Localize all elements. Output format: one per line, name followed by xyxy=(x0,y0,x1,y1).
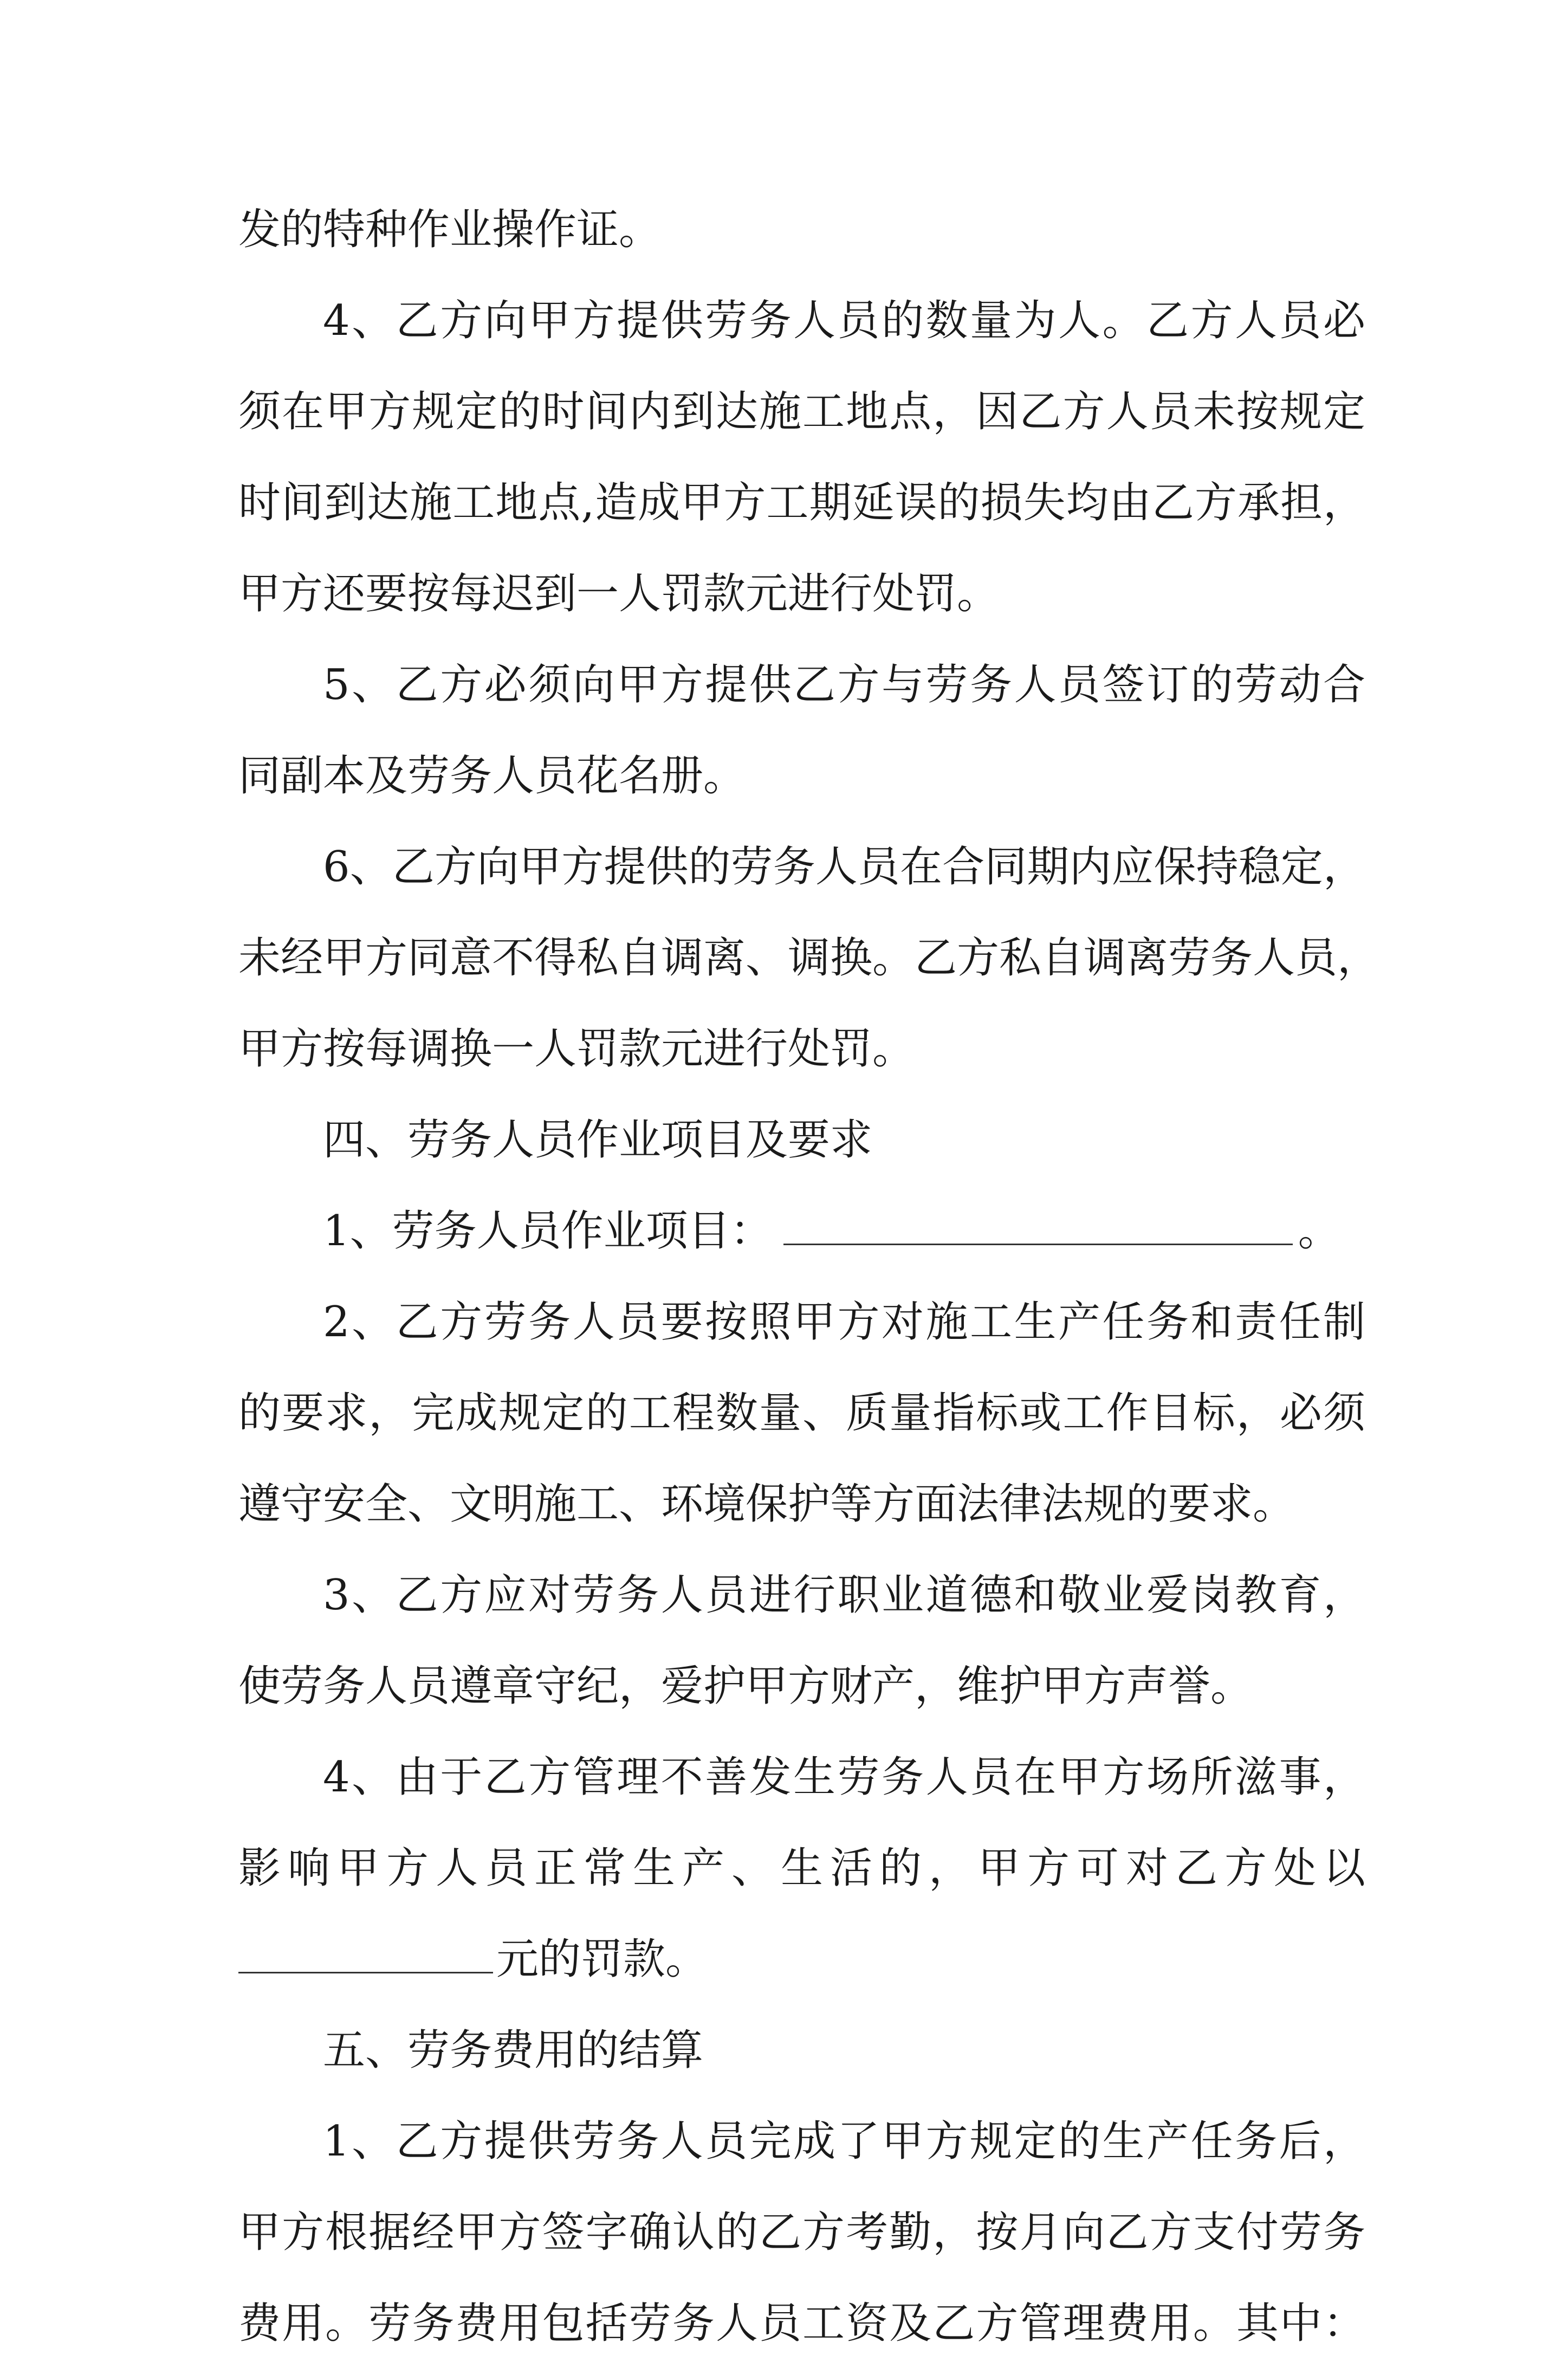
paragraph-line: 遵守安全、文明施工、环境保护等方面法律法规的要求。 xyxy=(238,1480,1295,1529)
paragraph-line: 6、乙方向甲方提供的劳务人员在合同期内应保持稳定， xyxy=(323,843,1365,891)
paragraph-line: 费用。劳务费用包括劳务人员工资及乙方管理费用。其中： xyxy=(238,2299,1365,2348)
paragraph-line: 1、乙方提供劳务人员完成了甲方规定的生产任务后， xyxy=(323,2117,1365,2166)
section-heading: 五、劳务费用的结算 xyxy=(323,2026,704,2075)
paragraph-line: 的要求，完成规定的工程数量、质量指标或工作目标，必须 xyxy=(238,1389,1365,1438)
paragraph-line: 发的特种作业操作证。 xyxy=(238,205,662,254)
fill-in-blank xyxy=(238,1936,493,1973)
paragraph-line: 时间到达施工地点,造成甲方工期延误的损失均由乙方承担， xyxy=(238,478,1365,527)
paragraph-line: 甲方按每调换一人罚款元进行处罚。 xyxy=(238,1025,915,1073)
paragraph-line: 5、乙方必须向甲方提供乙方与劳务人员签订的劳动合 xyxy=(323,661,1365,709)
paragraph-line: 4、乙方向甲方提供劳务人员的数量为人。乙方人员必 xyxy=(323,296,1365,345)
fill-in-blank xyxy=(783,1208,1293,1245)
paragraph-line: 甲方根据经甲方签字确认的乙方考勤，按月向乙方支付劳务 xyxy=(238,2208,1365,2257)
paragraph-line: 须在甲方规定的时间内到达施工地点，因乙方人员未按规定 xyxy=(238,387,1365,436)
paragraph-line: 使劳务人员遵章守纪，爱护甲方财产，维护甲方声誉。 xyxy=(238,1662,1253,1711)
end-punctuation: 。 xyxy=(1298,1207,1340,1255)
paragraph-line: 3、乙方应对劳务人员进行职业道德和敬业爱岗教育， xyxy=(323,1571,1365,1620)
document-body xyxy=(238,184,1380,2369)
section-heading: 四、劳务人员作业项目及要求 xyxy=(323,1116,873,1164)
paragraph-line: 未经甲方同意不得私自调离、调换。乙方私自调离劳务人员， xyxy=(238,934,1380,982)
paragraph-line-with-blank xyxy=(238,1186,1365,1277)
paragraph-line: 4、由于乙方管理不善发生劳务人员在甲方场所滋事， xyxy=(323,1753,1365,1802)
paragraph-line: 甲方还要按每迟到一人罚款元进行处罚。 xyxy=(238,569,1000,618)
blank-suffix-text: 元的罚款。 xyxy=(496,1935,708,1984)
paragraph-line: 同副本及劳务人员花名册。 xyxy=(238,752,746,800)
item-label: 1、劳务人员作业项目： xyxy=(323,1207,773,1255)
paragraph-line: 2、乙方劳务人员要按照甲方对施工生产任务和责任制 xyxy=(323,1298,1365,1347)
paragraph-line-with-blank xyxy=(238,1914,1365,2005)
paragraph-line: 影响甲方人员正常生产、生活的，甲方可对乙方处以 xyxy=(238,1844,1365,1893)
